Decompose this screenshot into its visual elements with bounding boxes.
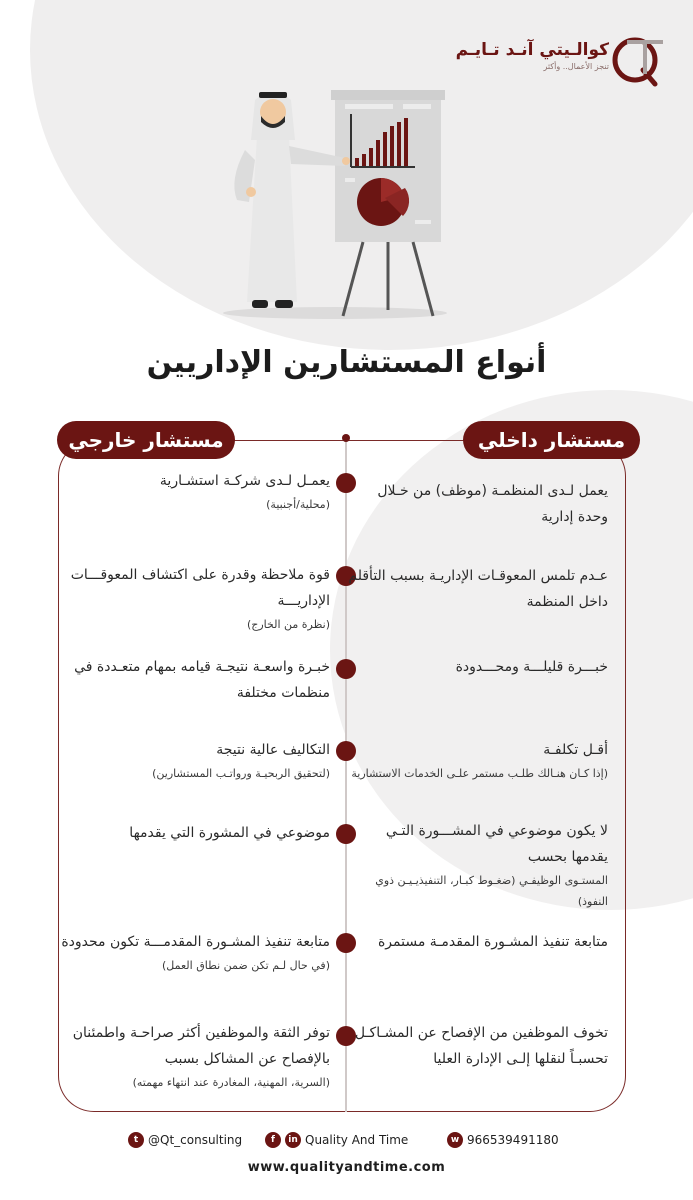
twitter-icon: t [128, 1132, 144, 1148]
linkedin-icon: in [285, 1132, 301, 1148]
external-item [40, 654, 330, 706]
external-item-text: التكاليف عالية نتيجة [216, 742, 330, 758]
logo-text [456, 40, 609, 71]
internal-item [348, 737, 608, 784]
external-consultant-header: مستشار خارجي [57, 421, 235, 459]
external-item-note: (نظرة من الخارج) [246, 618, 330, 631]
internal-consultant-header: مستشار داخلي [463, 421, 640, 459]
external-item-text: موضوعي في المشورة التي يقدمها [129, 825, 330, 841]
external-item-text: متابعة تنفيذ المشـورة المقدمـــة تكون محدودة [61, 934, 330, 950]
external-item [40, 929, 330, 976]
external-item-text: يعمـل لـدى شركـة استشـارية [159, 473, 330, 489]
internal-item-text: عـدم تلمس المعوقـات الإداريـة بسبب التأقلم داخل المنظمة [348, 568, 608, 610]
qt-logo-icon [607, 30, 667, 90]
internal-item-text: أقـل تكلفـة [543, 742, 608, 758]
external-item-note: (السرية، المهنية، المغادرة عند انتهاء مهمته) [132, 1076, 330, 1089]
phone-number: 966539491180 [467, 1133, 559, 1147]
internal-item-text: متابعة تنفيذ المشـورة المقدمـة مستمرة [377, 934, 608, 950]
internal-item [348, 478, 608, 530]
page-title: أنواع المستشارين الإداريين [146, 345, 547, 380]
twitter-link[interactable] [128, 1132, 242, 1148]
internal-item-text: خبـــرة قليلـــة ومحـــدودة [455, 659, 608, 675]
external-item-note: (في حال لـم تكن ضمن نطاق العمل) [162, 959, 330, 972]
internal-item [348, 929, 608, 955]
external-item-note: (محلية/أجنبية) [266, 498, 330, 511]
external-item-note: (لتحقيق الربحيـة ورواتـب المستشارين) [152, 767, 330, 780]
external-item [40, 820, 330, 846]
internal-item [348, 1020, 608, 1072]
external-item [40, 468, 330, 515]
external-item [40, 737, 330, 784]
consultant-presentation-illustration [215, 70, 455, 330]
internal-item-note: المستـوى الوظيفـي (ضغـوط كبـار، التنفيذيـيـن ذوي النفوذ) [375, 874, 608, 908]
internal-item [348, 654, 608, 680]
twitter-handle: @Qt_consulting [148, 1133, 243, 1147]
internal-item-note: (إذا كـان هنـالك طلـب مستمر علـى الخدمات الاستشارية [351, 767, 608, 780]
timeline-start-dot [342, 434, 350, 442]
brand-tagline: تنجز الأعمال.. وأكثر [543, 62, 609, 71]
external-item-text: خبـرة واسعـة نتيجـة قيامه بمهام متعـددة في منظمات مختلفة [74, 659, 330, 701]
internal-item-text: لا يكون موضوعي في المشـــورة التـي يقدمها بحسب [385, 823, 608, 865]
timeline-divider [345, 438, 347, 1112]
whatsapp-link[interactable] [447, 1132, 559, 1148]
brand-name: كوالـيتي آنـد تـايـم [455, 40, 609, 60]
consultant-figure [234, 92, 350, 308]
internal-item-text: يعمل لـدى المنظمـة (موظف) من خـلال وحدة إدارية [377, 483, 608, 525]
company-name: Quality And Time [305, 1133, 409, 1147]
website-link[interactable]: www.qualityandtime.com [247, 1160, 446, 1175]
whatsapp-icon: w [447, 1132, 463, 1148]
brand-logo [455, 30, 667, 90]
floor-shadow [223, 307, 447, 319]
internal-item [348, 563, 608, 615]
social-bar [0, 1132, 693, 1152]
internal-item [348, 818, 608, 912]
internal-item-text: تخوف الموظفين من الإفصاح عن المشـاكـل تحسبـاً لنقلها إلـى الإدارة العليا [354, 1025, 608, 1067]
flipchart-board [331, 90, 445, 316]
external-item [40, 1020, 330, 1093]
external-item-text: قوة ملاحظة وقدرة على اكتشاف المعوقـــات الإداريـــة [70, 567, 330, 609]
external-item-text: توفر الثقة والموظفين أكثر صراحـة واطمئنان بالإفصاح عن المشاكل بسبب [72, 1025, 330, 1067]
external-item [40, 562, 330, 635]
company-link[interactable] [265, 1132, 408, 1148]
facebook-icon: f [265, 1132, 281, 1148]
